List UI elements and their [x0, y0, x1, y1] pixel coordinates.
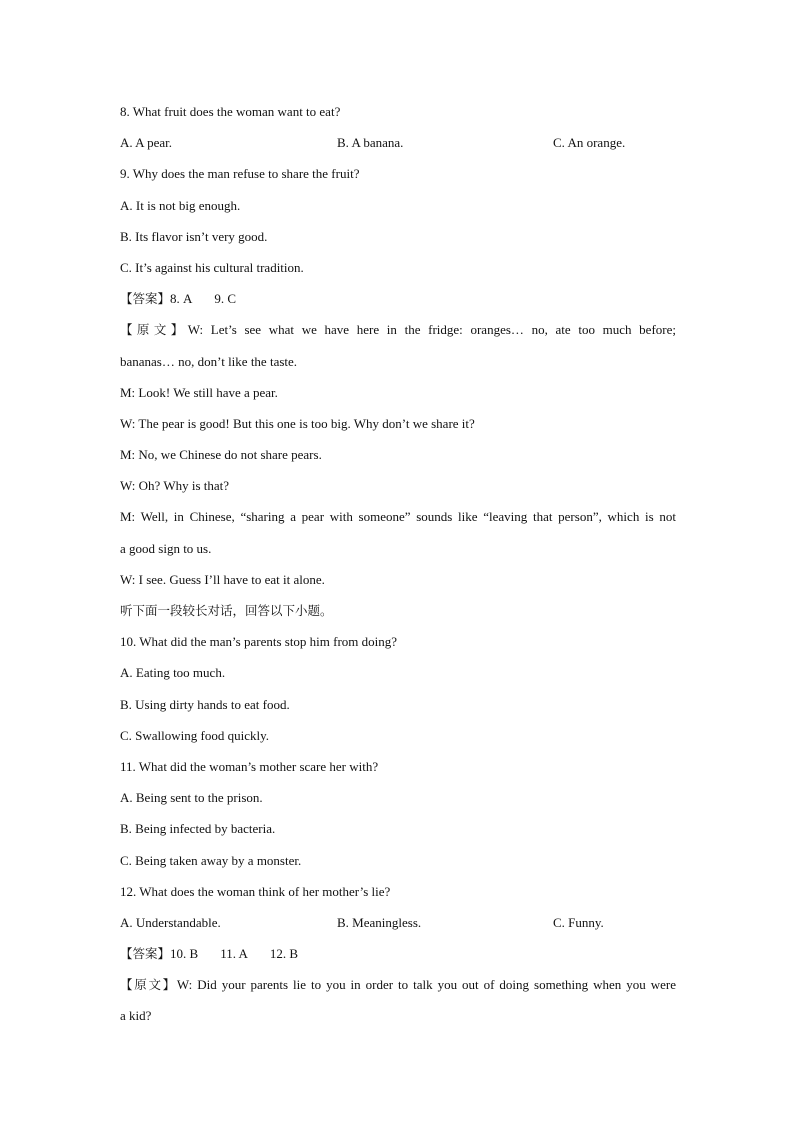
- transcript-line: W: I see. Guess I’ll have to eat it alone.: [120, 571, 325, 587]
- option-c: C. Being taken away by a monster.: [120, 852, 302, 868]
- answer-item: 10. B: [170, 946, 199, 962]
- answer-item: 8. A: [170, 291, 193, 307]
- answer-item: 12. B: [269, 946, 299, 962]
- question-12: 12. What does the woman think of her mother’s lie?: [120, 883, 391, 899]
- answer-line: [120, 943, 676, 974]
- question-9: 9. Why does the man refuse to share the fruit?: [120, 166, 360, 182]
- option-b: B. Being infected by bacteria.: [120, 821, 276, 837]
- transcript-label: 【原文】: [120, 322, 188, 338]
- answer-item: 9. C: [214, 291, 237, 307]
- question-8: 8. What fruit does the woman want to eat?: [120, 104, 341, 119]
- transcript-line: M: Look! We still have a pear.: [120, 384, 278, 400]
- question-10: 10. What did the man’s parents stop him from doing?: [120, 634, 398, 650]
- question-12-options: [120, 912, 676, 943]
- transcript-line: a good sign to us.: [120, 540, 212, 556]
- transcript-text: W: Did your parents lie to you in order to talk you out of doing something when you were: [176, 977, 676, 993]
- answer-label: 【答案】: [120, 291, 171, 307]
- option-a: A. Eating too much.: [120, 665, 226, 681]
- transcript-line: M: No, we Chinese do not share pears.: [120, 447, 322, 463]
- option-b: B. Using dirty hands to eat food.: [120, 696, 290, 712]
- answer-label: 【答案】: [120, 946, 171, 962]
- option-b: B. Meaningless.: [337, 914, 422, 930]
- option-b: B. A banana.: [337, 135, 404, 151]
- answer-item: 11. A: [220, 946, 248, 962]
- option-a: A. Understandable.: [120, 914, 221, 930]
- transcript-line: W: The pear is good! But this one is too big. Why don’t we share it?: [120, 415, 475, 431]
- transcript-line: [120, 319, 676, 350]
- transcript-line: W: Oh? Why is that?: [120, 478, 230, 494]
- transcript-line: a kid?: [120, 1008, 152, 1024]
- option-c: C. Funny.: [553, 914, 604, 930]
- transcript-line: M: Well, in Chinese, “sharing a pear with someone” sounds like “leaving that person”, which is not: [120, 509, 676, 525]
- option-b: B. Its flavor isn’t very good.: [120, 228, 268, 244]
- document-page: [120, 101, 676, 1037]
- option-c: C. It’s against his cultural tradition.: [120, 259, 304, 275]
- transcript-line: bananas… no, don’t like the taste.: [120, 353, 298, 369]
- transcript-label: 【原文】: [120, 977, 177, 993]
- option-a: A. It is not big enough.: [120, 197, 241, 213]
- transcript-text: W: Let’s see what we have here in the fridge: oranges… no, ate too much before;: [187, 322, 676, 338]
- section-instruction: 听下面一段较长对话，回答以下小题。: [120, 603, 333, 618]
- question-11: 11. What did the woman’s mother scare her with?: [120, 758, 379, 774]
- option-c: C. Swallowing food quickly.: [120, 727, 270, 743]
- transcript-line: [120, 974, 676, 1005]
- option-a: A. Being sent to the prison.: [120, 790, 263, 806]
- option-c: C. An orange.: [553, 135, 626, 151]
- answer-line: [120, 288, 676, 319]
- question-8-options: [120, 132, 676, 163]
- option-a: A. A pear.: [120, 135, 172, 151]
